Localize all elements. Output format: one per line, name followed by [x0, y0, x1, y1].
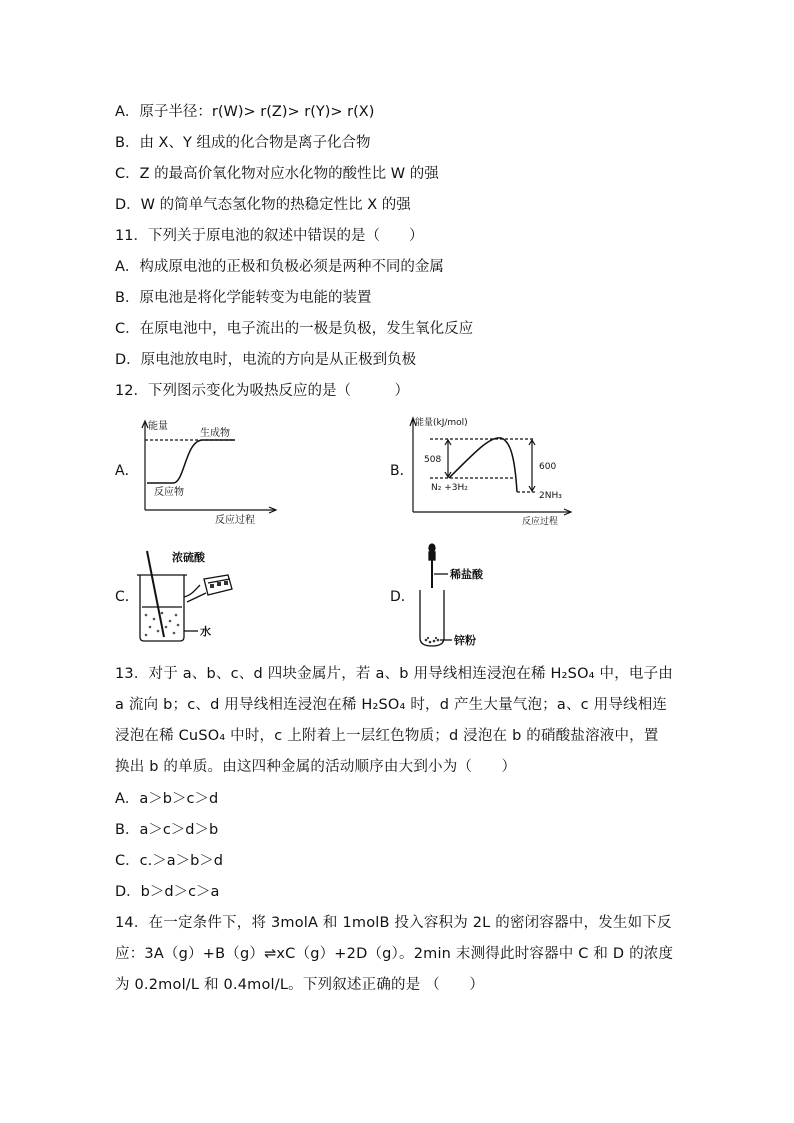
q13-stem-line-4: 换出 b 的单质。由这四种金属的活动顺序由大到小为（ ） — [115, 759, 517, 775]
figure-c-acid-into-water — [132, 545, 242, 650]
q12-stem: 12．下列图示变化为吸热反应的是（ ） — [115, 383, 409, 399]
q11-stem: 11．下列关于原电池的叙述中错误的是（ ） — [115, 228, 424, 244]
q14-stem-line-1: 14．在一定条件下，将 3molA 和 1molB 投入容积为 2L 的密闭容器中，发生如下反 — [115, 915, 672, 931]
q10-option-c: C．Z 的最高价氧化物对应水化物的酸性比 W 的强 — [115, 166, 439, 182]
q13-option-b: B．a＞c＞d＞b — [115, 822, 219, 838]
svg-text:水: 水 — [200, 625, 211, 638]
svg-text:2NH₃: 2NH₃ — [539, 491, 562, 501]
q14-stem-line-3: 为 0.2mol/L 和 0.4mol/L。下列叙述正确的是 （ ） — [115, 977, 485, 993]
x-axis-label: 反应过程 — [215, 515, 255, 526]
q12-label-a: A． — [115, 463, 139, 479]
q12-label-c: C． — [115, 589, 139, 605]
svg-text:能量(kJ/mol): 能量(kJ/mol) — [415, 418, 468, 428]
reactant-label: 反应物 — [154, 487, 184, 498]
q13-stem-line-1: 13．对于 a、b、c、d 四块金属片，若 a、b 用导线相连浸泡在稀 H₂SO₄ 中，电子由 — [115, 666, 674, 682]
svg-text:508: 508 — [424, 455, 442, 465]
q11-option-a: A．构成原电池的正极和负极必须是两种不同的金属 — [115, 259, 444, 275]
svg-text:N₂ +3H₂: N₂ +3H₂ — [431, 483, 468, 493]
svg-text:锌粉: 锌粉 — [454, 634, 476, 647]
q13-option-d: D．b＞d＞c＞a — [115, 884, 220, 900]
svg-text:反应过程: 反应过程 — [522, 517, 559, 527]
svg-text:浓硫酸: 浓硫酸 — [172, 551, 205, 564]
q13-stem-line-3: 浸泡在稀 CuSO₄ 中时，c 上附着上一层红色物质；d 浸泡在 b 的硝酸盐溶液中，置 — [115, 728, 659, 744]
svg-text:稀盐酸: 稀盐酸 — [450, 568, 483, 581]
figure-d-hcl-zinc — [412, 540, 522, 652]
svg-text:600: 600 — [539, 462, 557, 472]
q12-label-b: B． — [390, 463, 414, 479]
q13-option-c: C．c.＞a＞b＞d — [115, 853, 223, 869]
q13-option-a: A．a＞b＞c＞d — [115, 791, 219, 807]
glass-rod — [147, 551, 164, 637]
q11-option-b: B．原电池是将化学能转变为电能的装置 — [115, 290, 372, 306]
q11-option-d: D．原电池放电时，电流的方向是从正极到负极 — [115, 352, 417, 368]
q14-stem-line-2: 应：3A（g）+B（g）⇌xC（g）+2D（g）。2min 末测得此时容器中 C 和 D 的浓度 — [115, 946, 674, 962]
y-axis-label: 能量 — [148, 421, 168, 432]
dropper-bulb — [429, 544, 435, 552]
q10-option-a: A．原子半径：r(W)> r(Z)> r(Y)> r(X) — [115, 104, 375, 120]
q10-option-b: B．由 X、Y 组成的化合物是离子化合物 — [115, 135, 371, 151]
figure-b-energy-diagram — [405, 412, 580, 530]
product-label: 生成物 — [200, 428, 230, 439]
q10-option-d: D．W 的简单气态氢化物的热稳定性比 X 的强 — [115, 197, 411, 213]
energy-curve — [147, 440, 235, 483]
test-tube — [420, 590, 444, 646]
q11-option-c: C．在原电池中，电子流出的一极是负极，发生氧化反应 — [115, 321, 474, 337]
q12-label-d: D． — [390, 589, 415, 605]
figure-a-energy-diagram — [135, 415, 285, 527]
q13-stem-line-2: a 流向 b；c、d 用导线相连浸泡在稀 H₂SO₄ 时，d 产生大量气泡；a、c 用导线相连 — [115, 697, 668, 713]
